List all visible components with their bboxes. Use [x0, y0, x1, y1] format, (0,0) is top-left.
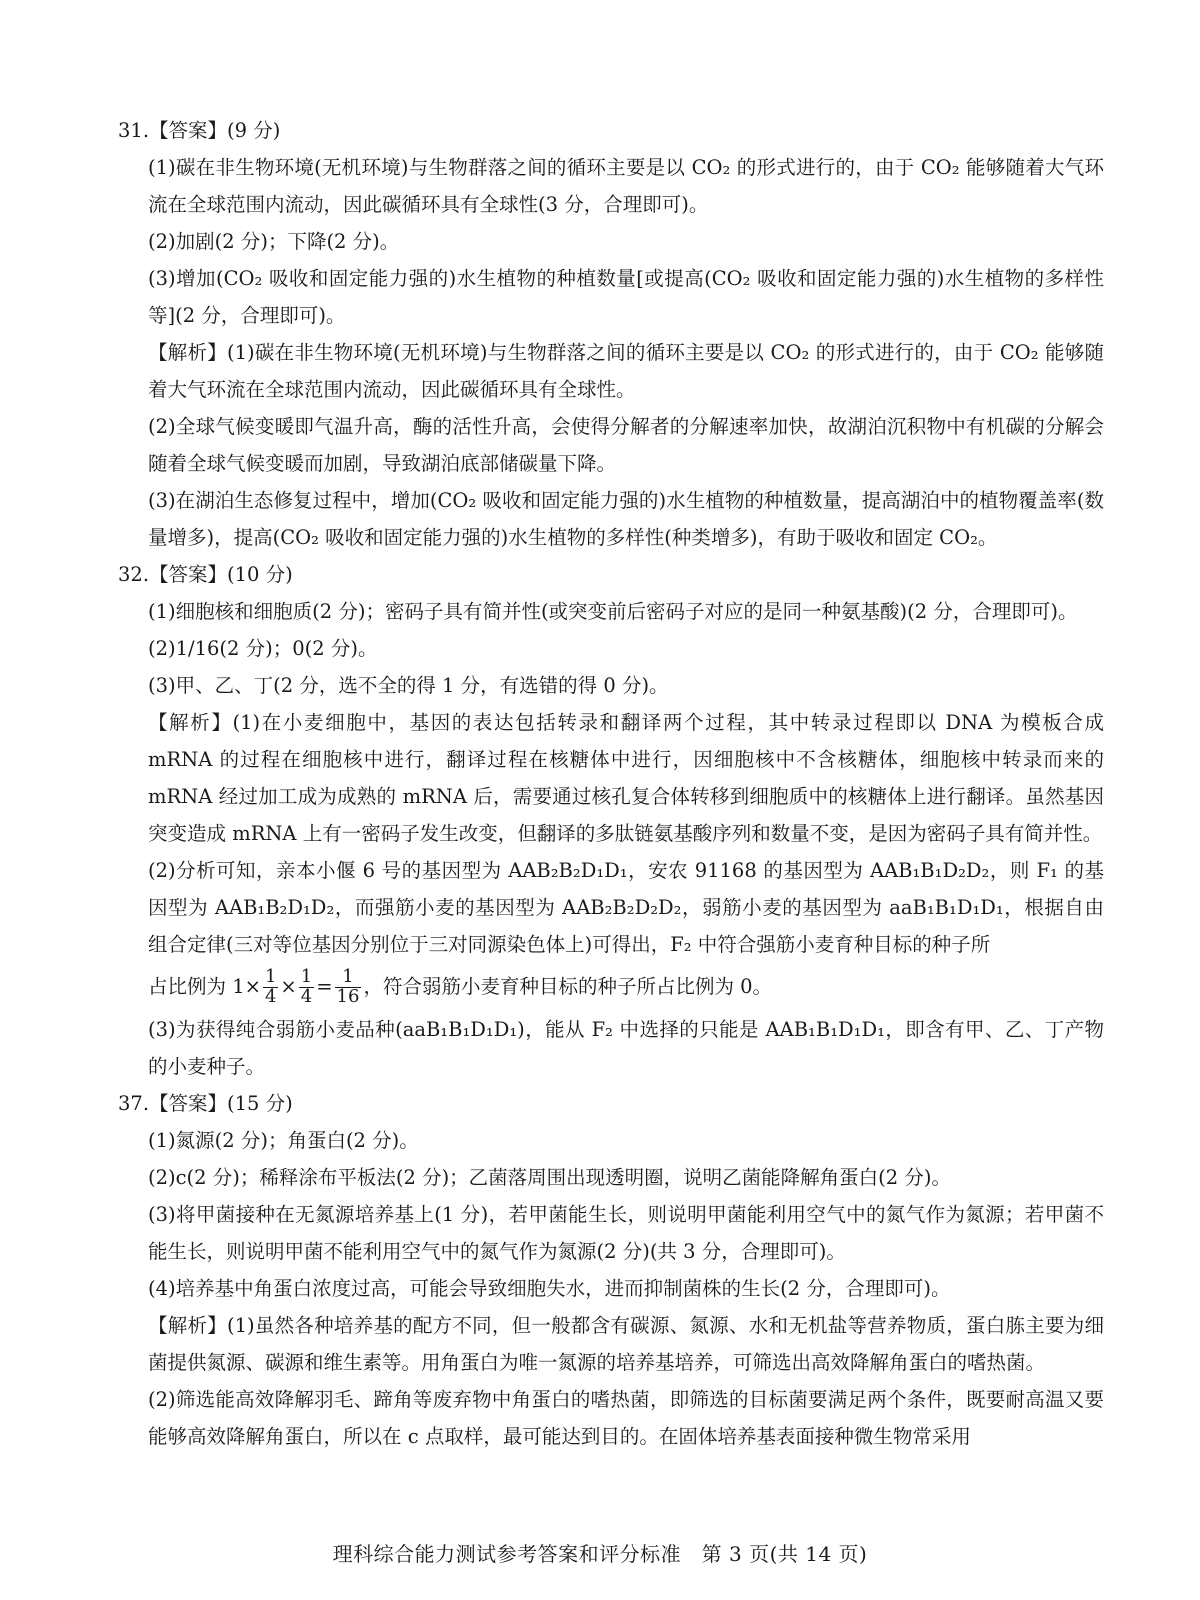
question-37	[118, 1085, 1104, 1455]
answer-paragraph: (1)碳在非生物环境(无机环境)与生物群落之间的循环主要是以 CO₂ 的形式进行的，由于 CO₂ 能够随着大气环流在全球范围内流动，因此碳循环具有全球性(3 分，合理即可)。	[148, 156, 1104, 216]
fraction-text-1: 占比例为 1×	[148, 975, 261, 998]
answer-paragraph: (3)增加(CO₂ 吸收和固定能力强的)水生植物的种植数量[或提高(CO₂ 吸收和固定能力强的)水生植物的多样性等](2 分，合理即可)。	[148, 267, 1104, 327]
numerator: 1	[264, 966, 277, 988]
page-content	[118, 112, 1104, 1455]
fraction-1-4	[263, 968, 278, 1007]
answer-paragraph: (3)将甲菌接种在无氮源培养基上(1 分)，若甲菌能生长，则说明甲菌能利用空气中的氮气作为氮源；若甲菌不能生长，则说明甲菌不能利用空气中的氮气作为氮源(2 分)(共 3 分，合理即可)。	[148, 1203, 1104, 1263]
answer-paragraph: (2)c(2 分)；稀释涂布平板法(2 分)；乙菌落周围出现透明圈，说明乙菌能降解角蛋白(2 分)。	[148, 1166, 952, 1189]
explanation-paragraph: 【解析】(1)碳在非生物环境(无机环境)与生物群落之间的循环主要是以 CO₂ 的形式进行的，由于 CO₂ 能够随着大气环流在全球范围内流动，因此碳循环具有全球性。	[148, 341, 1104, 401]
answer-paragraph: (1)细胞核和细胞质(2 分)；密码子具有简并性(或突变前后密码子对应的是同一种氨基酸)(2 分，合理即可)。	[148, 600, 1078, 623]
denominator: 16	[336, 986, 360, 1007]
explanation-paragraph: (2)分析可知，亲本小偃 6 号的基因型为 AAB₂B₂D₁D₁，安农 91168 的基因型为 AAB₁B₁D₂D₂，则 F₁ 的基因型为 AAB₁B₂D₁D₂，而强筋小麦的基因型为 AAB₂B₂D₂D₂，弱筋小麦的基因型为 aaB₁B₁D₁D₁，根据自由组合定律(三对等位基因分别位于三对同源染色体上)可得出，F₂ 中符合强筋小麦育种目标的种子所	[148, 859, 1104, 956]
numerator: 1	[335, 968, 362, 988]
fraction-1-16	[335, 968, 362, 1007]
times-sign: ×	[280, 975, 297, 998]
question-31	[118, 112, 1104, 556]
question-32-header: 32.【答案】(10 分)	[118, 563, 293, 586]
explanation-paragraph: 【解析】(1)在小麦细胞中，基因的表达包括转录和翻译两个过程，其中转录过程即以 DNA 为模板合成 mRNA 的过程在细胞核中进行，翻译过程在核糖体中进行，因细胞核中不含核糖体，细胞核中转录而来的 mRNA 经过加工成为成熟的 mRNA 后，需要通过核孔复合体转移到细胞质中的核糖体上进行翻译。虽然基因突变造成 mRNA 上有一密码子发生改变，但翻译的多肽链氨基酸序列和数量不变，是因为密码子具有简并性。	[148, 711, 1104, 845]
question-37-header: 37.【答案】(15 分)	[118, 1092, 293, 1115]
answer-paragraph: (2)加剧(2 分)；下降(2 分)。	[148, 230, 400, 253]
numerator: 1	[300, 966, 313, 988]
denominator: 4	[264, 986, 277, 1007]
explanation-paragraph: (3)在湖泊生态修复过程中，增加(CO₂ 吸收和固定能力强的)水生植物的种植数量，提高湖泊中的植物覆盖率(数量增多)，提高(CO₂ 吸收和固定能力强的)水生植物的多样性(种类增多)，有助于吸收和固定 CO₂。	[148, 489, 1104, 549]
answer-paragraph: (1)氮源(2 分)；角蛋白(2 分)。	[148, 1129, 419, 1152]
equals-sign: =	[316, 975, 333, 998]
answer-paragraph: (2)1/16(2 分)；0(2 分)。	[148, 637, 378, 660]
answer-paragraph: (3)甲、乙、丁(2 分，选不全的得 1 分，有选错的得 0 分)。	[148, 674, 669, 697]
fraction-text-2: ，符合弱筋小麦育种目标的种子所占比例为 0。	[363, 975, 773, 998]
question-32	[118, 556, 1104, 1085]
denominator: 4	[300, 986, 313, 1007]
explanation-paragraph: 【解析】(1)虽然各种培养基的配方不同，但一般都含有碳源、氮源、水和无机盐等营养物质，蛋白胨主要为细菌提供氮源、碳源和维生素等。用角蛋白为唯一氮源的培养基培养，可筛选出高效降解角蛋白的嗜热菌。	[148, 1314, 1104, 1374]
fraction-1-4-b	[299, 968, 314, 1007]
answer-paragraph: (4)培养基中角蛋白浓度过高，可能会导致细胞失水，进而抑制菌株的生长(2 分，合理即可)。	[148, 1277, 951, 1300]
page-footer: 理科综合能力测试参考答案和评分标准 第 3 页(共 14 页)	[332, 1542, 868, 1566]
question-31-header: 31.【答案】(9 分)	[118, 119, 281, 142]
explanation-paragraph: (2)筛选能高效降解羽毛、蹄角等废弃物中角蛋白的嗜热菌，即筛选的目标菌要满足两个条件，既要耐高温又要能够高效降解角蛋白，所以在 c 点取样，最可能达到目的。在固体培养基表面接种微生物常采用	[148, 1388, 1104, 1448]
fraction-line	[148, 963, 1104, 1011]
explanation-paragraph: (2)全球气候变暖即气温升高，酶的活性升高，会使得分解者的分解速率加快，故湖泊沉积物中有机碳的分解会随着全球气候变暖而加剧，导致湖泊底部储碳量下降。	[148, 415, 1104, 475]
explanation-paragraph: (3)为获得纯合弱筋小麦品种(aaB₁B₁D₁D₁)，能从 F₂ 中选择的只能是 AAB₁B₁D₁D₁，即含有甲、乙、丁产物的小麦种子。	[148, 1018, 1104, 1078]
